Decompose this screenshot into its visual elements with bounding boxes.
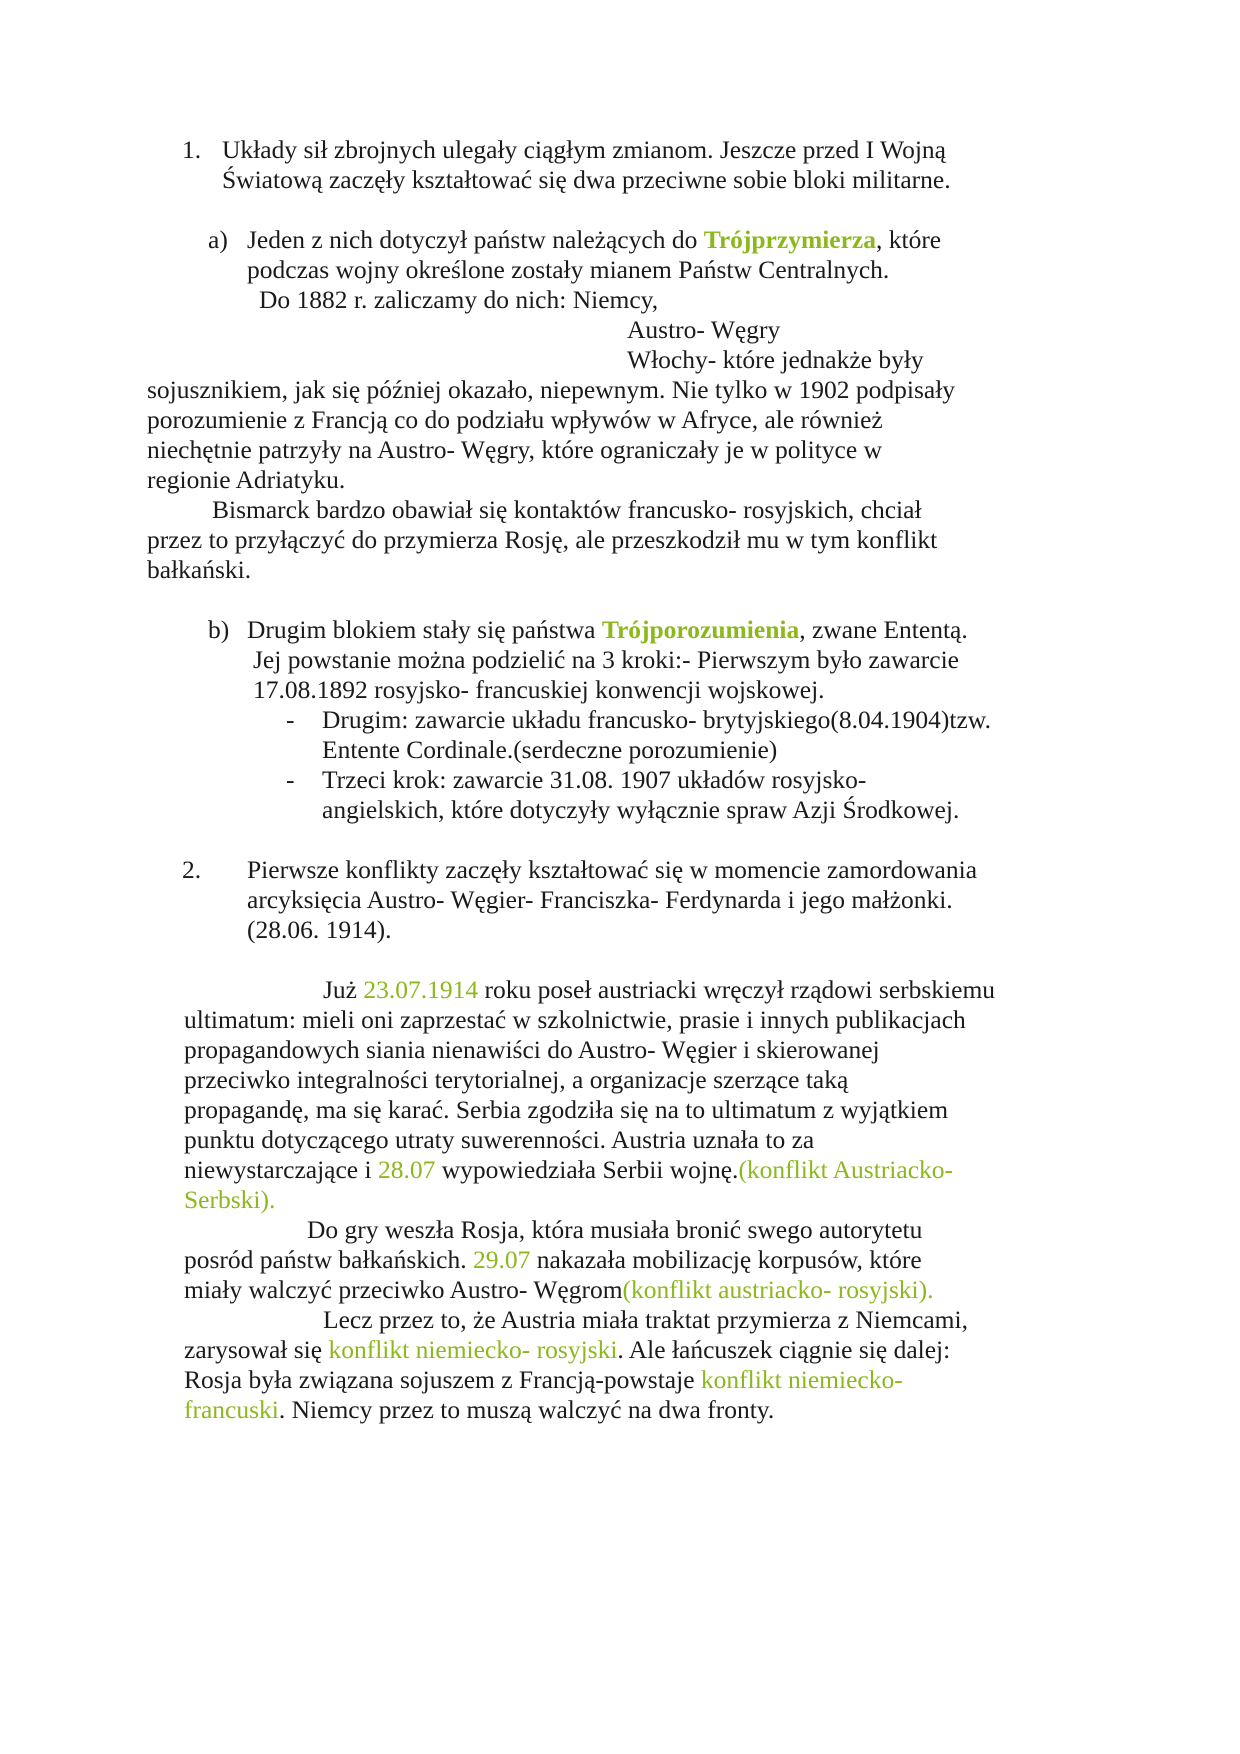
item-a-line: bałkański. bbox=[147, 555, 252, 584]
paragraph-line: Do gry weszła Rosja, która musiała bronić swego autorytetu bbox=[307, 1215, 923, 1244]
item-b-line: Jej powstanie można podzielić na 3 kroki:- Pierwszym było zawarcie bbox=[253, 645, 959, 674]
text: , które bbox=[875, 225, 942, 254]
text: Drugim blokiem stały się państwa bbox=[247, 615, 602, 644]
paragraph-line bbox=[184, 1243, 922, 1276]
text: zarysował się bbox=[184, 1335, 329, 1364]
item-b-line: 17.08.1892 rosyjsko- francuskiej konwencji wojskowej. bbox=[253, 675, 825, 704]
date-highlight: 28.07 bbox=[377, 1155, 436, 1184]
section-2-number: 2. bbox=[182, 855, 202, 884]
paragraph-line: propagandowych siania nienawiści do Austro- Węgier i skierowanej bbox=[184, 1035, 880, 1064]
conflict-highlight: konflikt niemiecko- rosyjski bbox=[328, 1335, 618, 1364]
item-a-line: niechętnie patrzyły na Austro- Węgry, które ograniczały je w polityce w bbox=[147, 435, 882, 464]
paragraph-line: Lecz przez to, że Austria miała traktat przymierza z Niemcami, bbox=[323, 1305, 968, 1334]
item-a-line: Do 1882 r. zaliczamy do nich: Niemcy, bbox=[259, 285, 659, 314]
section-1-line: Układy sił zbrojnych ulegały ciągłym zmianom. Jeszcze przed I Wojną bbox=[222, 135, 946, 164]
term-trojprzymierze: Trójprzymierza bbox=[703, 225, 876, 254]
text: Już bbox=[323, 975, 364, 1004]
paragraph-line bbox=[184, 1363, 903, 1396]
text: Rosja była związana sojuszem z Francją-powstaje bbox=[184, 1365, 701, 1394]
text: miały walczyć przeciwko Austro- Węgrom bbox=[184, 1275, 623, 1304]
paragraph-line: punktu dotyczącego utraty suwerenności. Austria uznała to za bbox=[184, 1125, 815, 1154]
paragraph-line bbox=[323, 973, 995, 1006]
section-2-line: arcyksięcia Austro- Węgier- Franciszka- Ferdynarda i jego małżonki. bbox=[247, 885, 953, 914]
item-a-marker: a) bbox=[208, 225, 228, 254]
paragraph-line bbox=[184, 1333, 950, 1366]
item-a-line: Bismarck bardzo obawiał się kontaktów francusko- rosyjskich, chciał bbox=[212, 495, 922, 524]
section-1-number: 1. bbox=[182, 135, 202, 164]
text: Jeden z nich dotyczył państw należących do bbox=[247, 225, 704, 254]
item-b-line: Entente Cordinale.(serdeczne porozumienie) bbox=[322, 735, 778, 764]
text: . Niemcy przez to muszą walczyć na dwa fronty. bbox=[278, 1395, 775, 1424]
conflict-highlight: (konflikt Austriacko- bbox=[738, 1155, 954, 1184]
paragraph-line bbox=[184, 1273, 933, 1306]
paragraph-line: ultimatum: mieli oni zaprzestać w szkolnictwie, prasie i innych publikacjach bbox=[184, 1005, 966, 1034]
term-trojporozumienie: Trójporozumienia bbox=[601, 615, 800, 644]
item-a-line bbox=[247, 223, 941, 256]
paragraph-line: propagandę, ma się karać. Serbia zgodziła się na to ultimatum z wyjątkiem bbox=[184, 1095, 949, 1124]
text: niewystarczające i bbox=[184, 1155, 378, 1184]
text: roku poseł austriacki wręczył rządowi serbskiemu bbox=[478, 975, 996, 1004]
section-2-line: (28.06. 1914). bbox=[247, 915, 392, 944]
item-b-line: Drugim: zawarcie układu francusko- brytyjskiego(8.04.1904)tzw. bbox=[322, 705, 991, 734]
item-b-line bbox=[247, 613, 968, 646]
date-highlight: 23.07.1914 bbox=[363, 975, 479, 1004]
dash-bullet: - bbox=[286, 705, 295, 734]
item-a-line: sojusznikiem, jak się później okazało, niepewnym. Nie tylko w 1902 podpisały bbox=[147, 375, 956, 404]
dash-bullet: - bbox=[286, 765, 295, 794]
paragraph-line bbox=[184, 1393, 774, 1426]
text: . Ale łańcuszek ciągnie się dalej: bbox=[617, 1335, 951, 1364]
item-a-line: Włochy- które jednakże były bbox=[627, 345, 924, 374]
paragraph-line: przeciwko integralności terytorialnej, a organizacje szerzące taką bbox=[184, 1065, 849, 1094]
date-highlight: 29.07 bbox=[472, 1245, 531, 1274]
paragraph-line bbox=[184, 1153, 953, 1186]
conflict-highlight: (konflikt austriacko- rosyjski). bbox=[622, 1275, 934, 1304]
item-a-line: regionie Adriatyku. bbox=[147, 465, 346, 494]
conflict-highlight: Serbski). bbox=[184, 1185, 276, 1214]
item-b-marker: b) bbox=[208, 615, 230, 644]
item-a-line: porozumienie z Francją co do podziału wpływów w Afryce, ale również bbox=[147, 405, 883, 434]
item-a-line: podczas wojny określone zostały mianem Państw Centralnych. bbox=[247, 255, 890, 284]
item-a-line: Austro- Węgry bbox=[627, 315, 781, 344]
text: wypowiedziała Serbii wojnę. bbox=[435, 1155, 739, 1184]
section-1-line: Światową zaczęły kształtować się dwa przeciwne sobie bloki militarne. bbox=[222, 165, 951, 194]
section-2-line: Pierwsze konflikty zaczęły kształtować się w momencie zamordowania bbox=[247, 855, 978, 884]
conflict-highlight: francuski bbox=[184, 1395, 279, 1424]
text: posród państw bałkańskich. bbox=[184, 1245, 473, 1274]
text: nakazała mobilizację korpusów, które bbox=[530, 1245, 922, 1274]
item-b-line: Trzeci krok: zawarcie 31.08. 1907 układów rosyjsko- bbox=[322, 765, 867, 794]
item-b-line: angielskich, które dotyczyły wyłącznie spraw Azji Środkowej. bbox=[322, 795, 960, 824]
item-a-line: przez to przyłączyć do przymierza Rosję, ale przeszkodził mu w tym konflikt bbox=[147, 525, 938, 554]
conflict-highlight: konflikt niemiecko- bbox=[700, 1365, 903, 1394]
text: , zwane Ententą. bbox=[799, 615, 968, 644]
